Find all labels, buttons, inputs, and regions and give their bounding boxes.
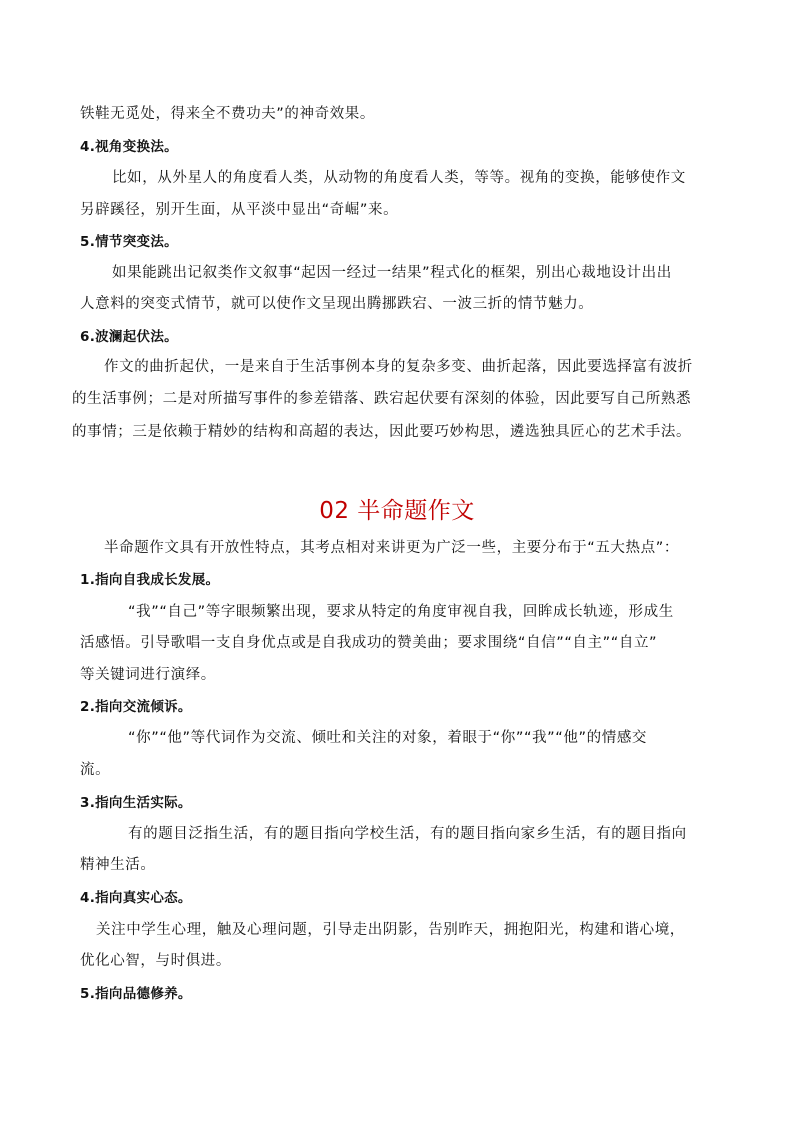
paragraph-line: 的事情；三是依赖于精妙的结构和高超的表达，因此要巧妙构思，遴选独具匠心的艺术手法。 [72, 424, 692, 440]
paragraph-line: 铁鞋无觅处，得来全不费功夫”的神奇效果。 [80, 106, 376, 122]
paragraph-line: 流。 [80, 762, 111, 778]
section-heading: 2.指向交流倾诉。 [80, 699, 192, 715]
paragraph-line: 另辟蹊径，别开生面，从平淡中显出“奇崛”来。 [80, 202, 399, 218]
paragraph-line: 作文的曲折起伏，一是来自于生活事例本身的复杂多变、曲折起落，因此要选择富有波折 [104, 359, 693, 375]
section-heading: 3.指向生活实际。 [80, 795, 192, 811]
section-heading: 4.指向真实心态。 [80, 890, 192, 906]
paragraph-line: 半命题作文具有开放性特点，其考点相对来讲更为广泛一些，主要分布于“五大热点”： [104, 540, 679, 556]
paragraph-line: 等关键词进行演绎。 [80, 667, 216, 683]
section-heading: 4.视角变换法。 [80, 139, 178, 155]
paragraph-line: 人意料的突变式情节，就可以使作文呈现出腾挪跌宕、一波三折的情节魅力。 [80, 296, 594, 312]
paragraph-line: 的生活事例；二是对所描写事件的参差错落、跌宕起伏要有深刻的体验，因此要写自己所熟悉 [72, 391, 692, 407]
paragraph-line: 关注中学生心理，触及心理问题，引导走出阴影，告别昨天，拥抱阳光，构建和谐心境， [96, 922, 685, 938]
section-heading: 6.波澜起伏法。 [80, 329, 178, 345]
paragraph-line: 有的题目泛指生活，有的题目指向学校生活，有的题目指向家乡生活，有的题目指向 [128, 826, 687, 842]
section-heading: 1.指向自我成长发展。 [80, 572, 220, 588]
paragraph-line: “你”“他”等代词作为交流、倾吐和关注的对象，着眼于“你”“我”“他”的情感交 [128, 730, 648, 746]
paragraph-line: 如果能跳出记叙类作文叙事“起因一经过一结果”程式化的框架，别出心裁地设计出出 [112, 265, 672, 281]
paragraph-line: 精神生活。 [80, 857, 156, 873]
section-title: 02 半命题作文 [319, 498, 475, 524]
paragraph-line: 优化心智，与时俱进。 [80, 953, 231, 969]
paragraph-line: 活感悟。引导歌唱一支自身优点或是自我成功的赞美曲；要求围绕“自信”“自主”“自立” [80, 635, 658, 651]
paragraph-line: “我”“自己”等字眼频繁出现，要求从特定的角度审视自我，回眸成长轨迹，形成生 [128, 604, 674, 620]
section-heading: 5.情节突变法。 [80, 234, 178, 250]
section-heading: 5.指向品德修养。 [80, 986, 192, 1002]
paragraph-line: 比如，从外星人的角度看人类，从动物的角度看人类，等等。视角的变换，能够使作文 [112, 170, 686, 186]
